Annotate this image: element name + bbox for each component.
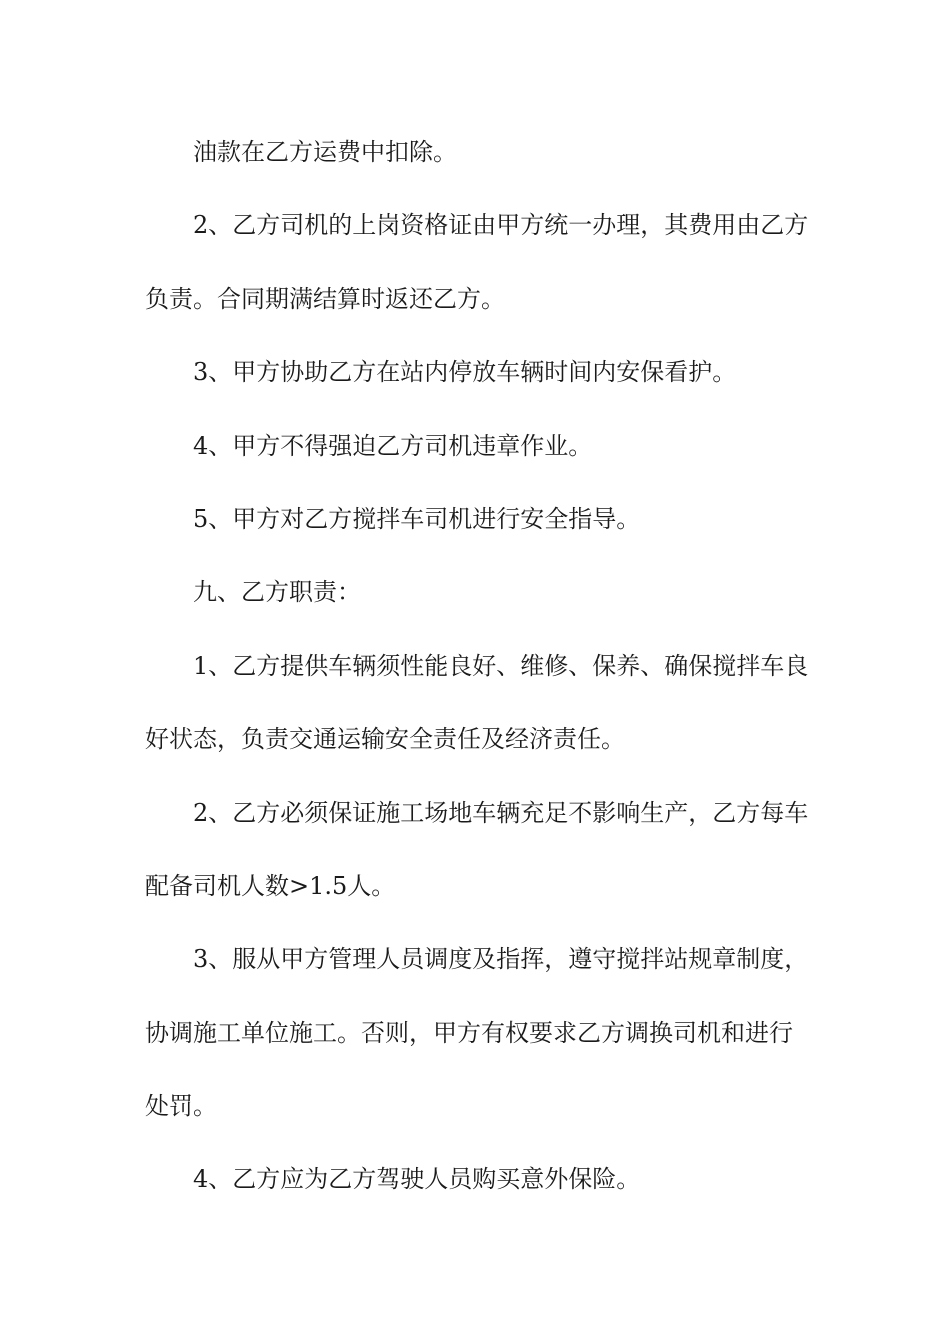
section-heading: 九、乙方职责： — [193, 578, 361, 607]
text-line: 负责。合同期满结算时返还乙方。 — [145, 284, 505, 313]
text-line: 3、甲方协助乙方在站内停放车辆时间内安保看护。 — [193, 358, 737, 387]
text-line: 2、乙方必须保证施工场地车辆充足不影响生产，乙方每车 — [193, 798, 809, 827]
text-line: 3、服从甲方管理人员调度及指挥，遵守搅拌站规章制度， — [193, 945, 809, 974]
text-line: 1、乙方提供车辆须性能良好、维修、保养、确保搅拌车良 — [193, 651, 809, 680]
text-line: 配备司机人数>1.5人。 — [145, 871, 396, 900]
text-line: 4、乙方应为乙方驾驶人员购买意外保险。 — [193, 1165, 641, 1194]
text-line: 协调施工单位施工。否则，甲方有权要求乙方调换司机和进行 — [145, 1018, 793, 1047]
text-line: 处罚。 — [145, 1092, 217, 1121]
text-line: 4、甲方不得强迫乙方司机违章作业。 — [193, 431, 593, 460]
text-line: 2、乙方司机的上岗资格证由甲方统一办理，其费用由乙方 — [193, 211, 809, 240]
document-body — [145, 122, 810, 1223]
text-line: 5、甲方对乙方搅拌车司机进行安全指导。 — [193, 504, 641, 533]
text-line: 好状态，负责交通运输安全责任及经济责任。 — [145, 725, 625, 754]
text-line: 油款在乙方运费中扣除。 — [193, 138, 457, 166]
